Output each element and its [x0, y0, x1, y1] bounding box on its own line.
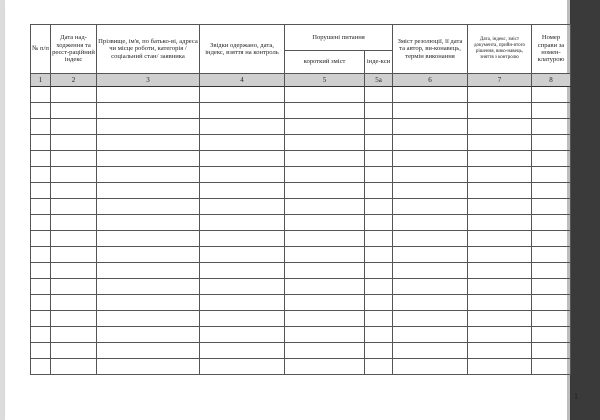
table-cell — [97, 151, 200, 167]
table-cell — [51, 119, 97, 135]
table-cell — [393, 103, 468, 119]
table-cell — [393, 231, 468, 247]
table-cell — [532, 87, 571, 103]
table-cell — [285, 263, 365, 279]
table-row — [31, 119, 571, 135]
page-number: 1 — [574, 392, 578, 401]
header-number: № п/п — [31, 25, 51, 74]
table-row — [31, 343, 571, 359]
table-cell — [393, 167, 468, 183]
table-cell — [200, 359, 285, 375]
table-cell — [532, 327, 571, 343]
table-cell — [97, 135, 200, 151]
column-number: 7 — [468, 74, 532, 87]
table-cell — [532, 167, 571, 183]
table-cell — [365, 167, 393, 183]
table-cell — [51, 231, 97, 247]
table-cell — [200, 327, 285, 343]
table-cell — [200, 295, 285, 311]
table-cell — [200, 247, 285, 263]
table-row — [31, 311, 571, 327]
table-cell — [200, 279, 285, 295]
table-cell — [532, 103, 571, 119]
table-cell — [468, 87, 532, 103]
table-cell — [285, 343, 365, 359]
table-cell — [97, 311, 200, 327]
table-cell — [31, 151, 51, 167]
table-cell — [51, 279, 97, 295]
table-cell — [200, 151, 285, 167]
table-cell — [532, 119, 571, 135]
table-row — [31, 103, 571, 119]
header-indexes: інде-кси — [365, 51, 393, 74]
table-row — [31, 231, 571, 247]
table-cell — [365, 295, 393, 311]
table-cell — [393, 279, 468, 295]
table-cell — [468, 199, 532, 215]
table-cell — [468, 247, 532, 263]
table-cell — [365, 327, 393, 343]
table-cell — [285, 103, 365, 119]
table-cell — [285, 247, 365, 263]
table-cell — [285, 279, 365, 295]
header-resolution: Зміст резолюції, її дата та автор, ви-конавець, термін виконання — [393, 25, 468, 74]
table-cell — [97, 263, 200, 279]
table-cell — [532, 151, 571, 167]
table-cell — [200, 199, 285, 215]
table-cell — [31, 167, 51, 183]
table-cell — [51, 103, 97, 119]
table-cell — [468, 263, 532, 279]
table-cell — [51, 151, 97, 167]
table-cell — [468, 215, 532, 231]
table-cell — [285, 167, 365, 183]
table-cell — [51, 183, 97, 199]
table-cell — [468, 279, 532, 295]
table-row — [31, 135, 571, 151]
table-cell — [285, 135, 365, 151]
column-number: 2 — [51, 74, 97, 87]
table-cell — [365, 199, 393, 215]
header-case-number: Номер справи за номен-клатурою — [532, 25, 571, 74]
table-cell — [51, 327, 97, 343]
table-cell — [285, 183, 365, 199]
table-cell — [365, 183, 393, 199]
table-cell — [393, 247, 468, 263]
table-cell — [200, 231, 285, 247]
table-cell — [97, 103, 200, 119]
table-cell — [365, 359, 393, 375]
table-cell — [97, 343, 200, 359]
table-cell — [31, 199, 51, 215]
table-cell — [468, 135, 532, 151]
table-row — [31, 87, 571, 103]
table-cell — [532, 247, 571, 263]
table-cell — [285, 295, 365, 311]
table-cell — [51, 167, 97, 183]
table-cell — [97, 231, 200, 247]
table-cell — [97, 215, 200, 231]
table-cell — [393, 311, 468, 327]
table-cell — [51, 343, 97, 359]
table-cell — [285, 199, 365, 215]
table-cell — [200, 167, 285, 183]
table-cell — [365, 215, 393, 231]
header-receipt-date: Дата над-ходження та реєст-раційний індекс — [51, 25, 97, 74]
table-cell — [285, 359, 365, 375]
table-cell — [31, 279, 51, 295]
table-cell — [468, 359, 532, 375]
table-cell — [365, 279, 393, 295]
table-cell — [51, 311, 97, 327]
table-cell — [97, 327, 200, 343]
table-cell — [200, 87, 285, 103]
table-cell — [31, 215, 51, 231]
table-cell — [200, 103, 285, 119]
table-cell — [393, 151, 468, 167]
table-cell — [285, 87, 365, 103]
table-cell — [51, 135, 97, 151]
table-cell — [31, 231, 51, 247]
column-number: 3 — [97, 74, 200, 87]
table-cell — [51, 359, 97, 375]
registration-table — [30, 24, 571, 375]
table-cell — [393, 215, 468, 231]
table-cell — [97, 87, 200, 103]
table-cell — [393, 295, 468, 311]
table-cell — [532, 183, 571, 199]
table-cell — [200, 311, 285, 327]
table-cell — [31, 311, 51, 327]
table-cell — [468, 119, 532, 135]
table-cell — [393, 183, 468, 199]
table-row — [31, 199, 571, 215]
table-cell — [468, 343, 532, 359]
table-cell — [365, 87, 393, 103]
table-cell — [285, 231, 365, 247]
header-issues-group: Порушені питання — [285, 25, 393, 51]
table-cell — [532, 135, 571, 151]
table-cell — [468, 311, 532, 327]
table-cell — [532, 343, 571, 359]
table-cell — [51, 263, 97, 279]
table-cell — [51, 247, 97, 263]
table-cell — [97, 295, 200, 311]
table-cell — [51, 295, 97, 311]
table-cell — [532, 231, 571, 247]
table-cell — [97, 119, 200, 135]
table-row — [31, 247, 571, 263]
table-cell — [97, 279, 200, 295]
table-cell — [31, 119, 51, 135]
table-cell — [468, 167, 532, 183]
table-row — [31, 327, 571, 343]
table-cell — [393, 327, 468, 343]
table-row — [31, 263, 571, 279]
table-row — [31, 215, 571, 231]
table-cell — [393, 263, 468, 279]
table-cell — [532, 199, 571, 215]
table-cell — [31, 359, 51, 375]
table-row — [31, 279, 571, 295]
table-cell — [468, 183, 532, 199]
table-cell — [285, 119, 365, 135]
table-cell — [31, 263, 51, 279]
table-cell — [532, 295, 571, 311]
table-cell — [365, 311, 393, 327]
table-cell — [31, 103, 51, 119]
table-cell — [393, 343, 468, 359]
table-cell — [97, 167, 200, 183]
table-row — [31, 295, 571, 311]
table-cell — [285, 215, 365, 231]
table-cell — [532, 279, 571, 295]
table-cell — [365, 231, 393, 247]
table-cell — [31, 183, 51, 199]
table-cell — [200, 343, 285, 359]
column-number: 5 — [285, 74, 365, 87]
table-cell — [31, 295, 51, 311]
table-row — [31, 359, 571, 375]
table-cell — [200, 263, 285, 279]
table-cell — [393, 359, 468, 375]
header-applicant: Прізвище, ім'я, по батько-ві, адреса чи місце роботи, категорія /соціальний стан/ заявника — [97, 25, 200, 74]
table-cell — [468, 295, 532, 311]
table-cell — [532, 215, 571, 231]
table-cell — [97, 247, 200, 263]
header-decision: Дата, індекс, зміст документа, прийн-ятого рішення, вико-навець, зняття з контролю — [468, 25, 532, 74]
table-cell — [393, 87, 468, 103]
table-cell — [200, 119, 285, 135]
table-cell — [200, 183, 285, 199]
table-cell — [365, 151, 393, 167]
table-cell — [365, 119, 393, 135]
table-cell — [200, 135, 285, 151]
table-cell — [393, 119, 468, 135]
table-cell — [285, 311, 365, 327]
table-cell — [97, 199, 200, 215]
table-cell — [51, 199, 97, 215]
table-cell — [532, 311, 571, 327]
table-cell — [31, 87, 51, 103]
header-summary: короткий зміст — [285, 51, 365, 74]
table-cell — [365, 343, 393, 359]
header-source: Звідки одержано, дата, індекс, взяття на контроль — [200, 25, 285, 74]
column-number: 8 — [532, 74, 571, 87]
table-cell — [468, 103, 532, 119]
table-cell — [97, 183, 200, 199]
viewer-background — [567, 0, 600, 420]
column-number: 1 — [31, 74, 51, 87]
table-cell — [31, 135, 51, 151]
table-cell — [51, 215, 97, 231]
column-number: 6 — [393, 74, 468, 87]
table-cell — [285, 151, 365, 167]
table-cell — [468, 151, 532, 167]
table-cell — [31, 343, 51, 359]
table-cell — [97, 359, 200, 375]
table-cell — [365, 247, 393, 263]
table-cell — [365, 135, 393, 151]
table-cell — [532, 359, 571, 375]
table-cell — [285, 327, 365, 343]
table-cell — [393, 199, 468, 215]
table-cell — [51, 87, 97, 103]
table-cell — [468, 327, 532, 343]
table-cell — [31, 327, 51, 343]
column-number: 4 — [200, 74, 285, 87]
column-number: 5а — [365, 74, 393, 87]
table-row — [31, 151, 571, 167]
table-cell — [365, 103, 393, 119]
table-row — [31, 183, 571, 199]
table-cell — [468, 231, 532, 247]
table-cell — [200, 215, 285, 231]
table-cell — [532, 263, 571, 279]
table-cell — [31, 247, 51, 263]
table-cell — [393, 135, 468, 151]
table-row — [31, 167, 571, 183]
table-cell — [365, 263, 393, 279]
